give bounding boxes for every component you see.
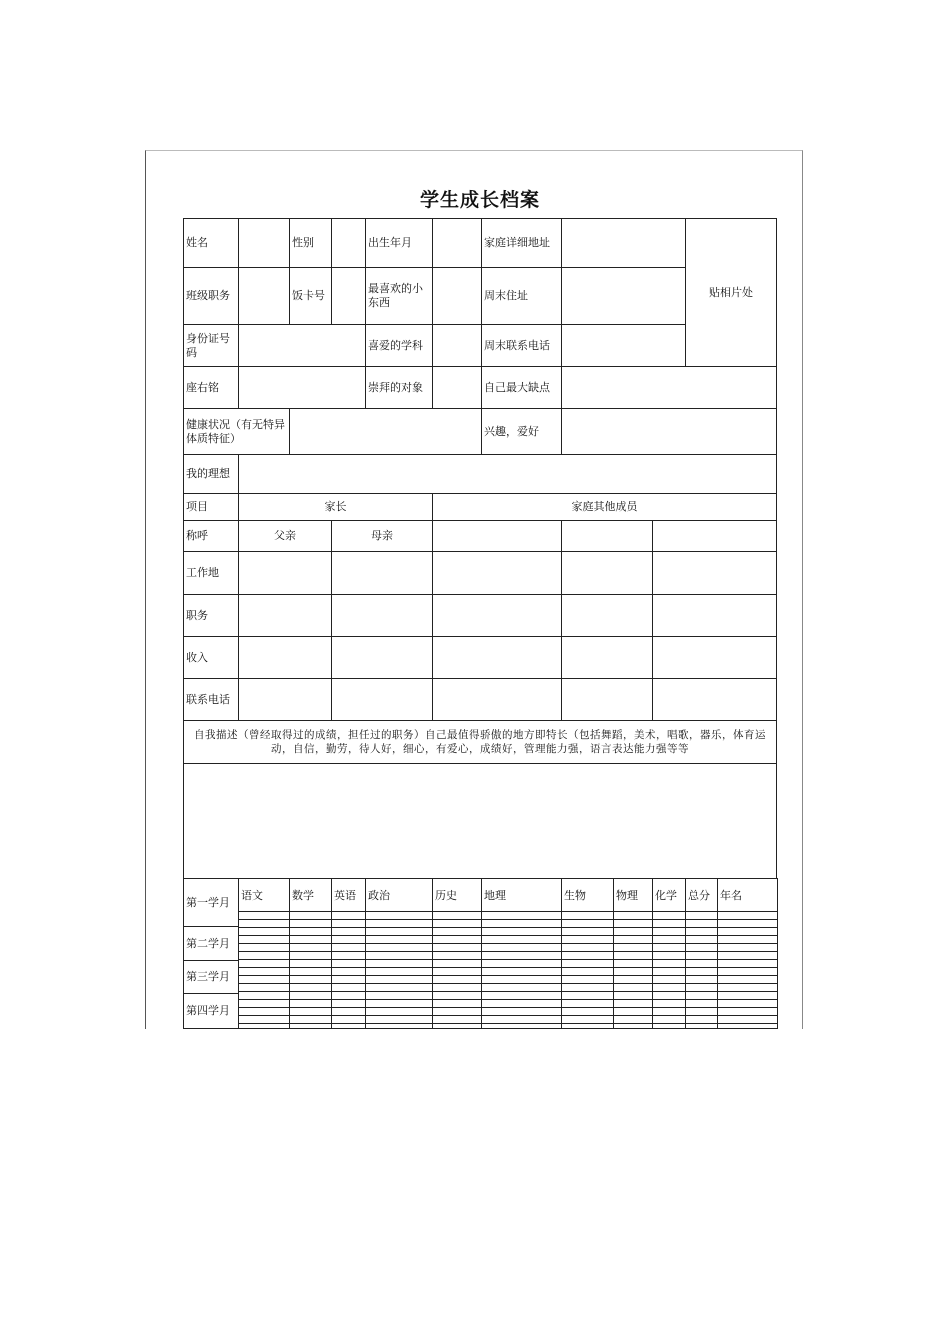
label-name: 姓名 bbox=[183, 218, 239, 268]
label-birth: 出生年月 bbox=[365, 218, 433, 268]
label-ideal: 我的理想 bbox=[183, 454, 239, 494]
self-description-label: 自我描述（曾经取得过的成绩，担任过的职务）自己最值得骄傲的地方即特长（包括舞蹈，美术，唱歌，器乐，体育运动，自信，勤劳，待人好，细心，有爱心，成绩好，管理能力强，语言表达能力强等等 bbox=[183, 720, 777, 764]
family-cell bbox=[331, 636, 433, 679]
label-health: 健康状况（有无特异体质特征） bbox=[183, 408, 290, 455]
label-contact-phone: 联系电话 bbox=[183, 678, 239, 721]
grade-cell bbox=[717, 1023, 778, 1029]
label-weakness: 自己最大缺点 bbox=[481, 366, 562, 409]
subject-header: 物理 bbox=[613, 878, 653, 912]
label-workplace: 工作地 bbox=[183, 551, 239, 595]
label-address: 家庭详细地址 bbox=[481, 218, 562, 268]
grade-cell bbox=[685, 1023, 718, 1029]
family-cell bbox=[331, 678, 433, 721]
grade-cell bbox=[561, 1023, 614, 1029]
label-weekend-phone: 周末联系电话 bbox=[481, 324, 562, 367]
value-ideal bbox=[238, 454, 777, 494]
family-cell bbox=[432, 594, 562, 637]
document-title: 学生成长档案 bbox=[419, 189, 540, 211]
grade-cell bbox=[289, 1023, 332, 1029]
value-hobby bbox=[561, 408, 777, 455]
value-motto bbox=[238, 366, 366, 409]
family-cell bbox=[331, 551, 433, 595]
family-cell bbox=[652, 678, 777, 721]
family-cell bbox=[561, 551, 653, 595]
term-label: 第一学月 bbox=[183, 878, 239, 927]
term-label: 第四学月 bbox=[183, 993, 239, 1029]
header-father: 父亲 bbox=[238, 520, 332, 552]
family-cell bbox=[238, 678, 332, 721]
label-gender: 性别 bbox=[289, 218, 332, 268]
label-weekend-addr: 周末住址 bbox=[481, 267, 562, 325]
header-mother: 母亲 bbox=[331, 520, 433, 552]
grade-cell bbox=[432, 1023, 482, 1029]
subject-header: 政治 bbox=[365, 878, 433, 912]
term-label: 第二学月 bbox=[183, 926, 239, 961]
family-cell bbox=[652, 636, 777, 679]
subject-header: 生物 bbox=[561, 878, 614, 912]
grade-cell bbox=[652, 1023, 686, 1029]
family-cell bbox=[432, 551, 562, 595]
value-class-duty bbox=[238, 267, 290, 325]
subject-header: 年名 bbox=[717, 878, 778, 912]
subject-header: 化学 bbox=[652, 878, 686, 912]
value-weekend-addr bbox=[561, 267, 686, 325]
label-item: 项目 bbox=[183, 493, 239, 521]
label-fav-subject: 喜爱的学科 bbox=[365, 324, 433, 367]
grade-cell bbox=[613, 1023, 653, 1029]
subject-header: 语文 bbox=[238, 878, 290, 912]
label-class-duty: 班级职务 bbox=[183, 267, 239, 325]
family-cell bbox=[652, 594, 777, 637]
member-cell bbox=[652, 520, 777, 552]
family-cell bbox=[561, 678, 653, 721]
member-cell bbox=[432, 520, 562, 552]
member-cell bbox=[561, 520, 653, 552]
label-id-no: 身份证号码 bbox=[183, 324, 239, 367]
value-fav-thing bbox=[432, 267, 482, 325]
value-id-no bbox=[238, 324, 366, 367]
label-fav-thing: 最喜欢的小东西 bbox=[365, 267, 433, 325]
term-label: 第三学月 bbox=[183, 960, 239, 994]
value-birth bbox=[432, 218, 482, 268]
family-cell bbox=[238, 636, 332, 679]
label-hobby: 兴趣，爱好 bbox=[481, 408, 562, 455]
grade-cell bbox=[481, 1023, 562, 1029]
header-other-members: 家庭其他成员 bbox=[432, 493, 777, 521]
label-position: 职务 bbox=[183, 594, 239, 637]
value-name bbox=[238, 218, 290, 268]
value-weekend-phone bbox=[561, 324, 686, 367]
grade-cell bbox=[365, 1023, 433, 1029]
label-title: 称呼 bbox=[183, 520, 239, 552]
family-cell bbox=[652, 551, 777, 595]
value-gender bbox=[331, 218, 366, 268]
label-card-no: 饭卡号 bbox=[289, 267, 332, 325]
value-health bbox=[289, 408, 482, 455]
grade-cell bbox=[238, 1023, 290, 1029]
family-cell bbox=[331, 594, 433, 637]
value-weakness bbox=[561, 366, 777, 409]
value-fav-subject bbox=[432, 324, 482, 367]
value-address bbox=[561, 218, 686, 268]
header-parents: 家长 bbox=[238, 493, 433, 521]
value-idol bbox=[432, 366, 482, 409]
subject-header: 地理 bbox=[481, 878, 562, 912]
label-income: 收入 bbox=[183, 636, 239, 679]
subject-header: 总分 bbox=[685, 878, 718, 912]
family-cell bbox=[238, 551, 332, 595]
label-idol: 崇拜的对象 bbox=[365, 366, 433, 409]
subject-header: 英语 bbox=[331, 878, 366, 912]
family-cell bbox=[561, 636, 653, 679]
subject-header: 历史 bbox=[432, 878, 482, 912]
value-card-no bbox=[331, 267, 366, 325]
self-description-area bbox=[183, 763, 777, 879]
family-cell bbox=[561, 594, 653, 637]
family-cell bbox=[432, 636, 562, 679]
subject-header: 数学 bbox=[289, 878, 332, 912]
grade-cell bbox=[331, 1023, 366, 1029]
family-cell bbox=[238, 594, 332, 637]
photo-area: 贴相片处 bbox=[685, 218, 777, 367]
family-cell bbox=[432, 678, 562, 721]
label-motto: 座右铭 bbox=[183, 366, 239, 409]
